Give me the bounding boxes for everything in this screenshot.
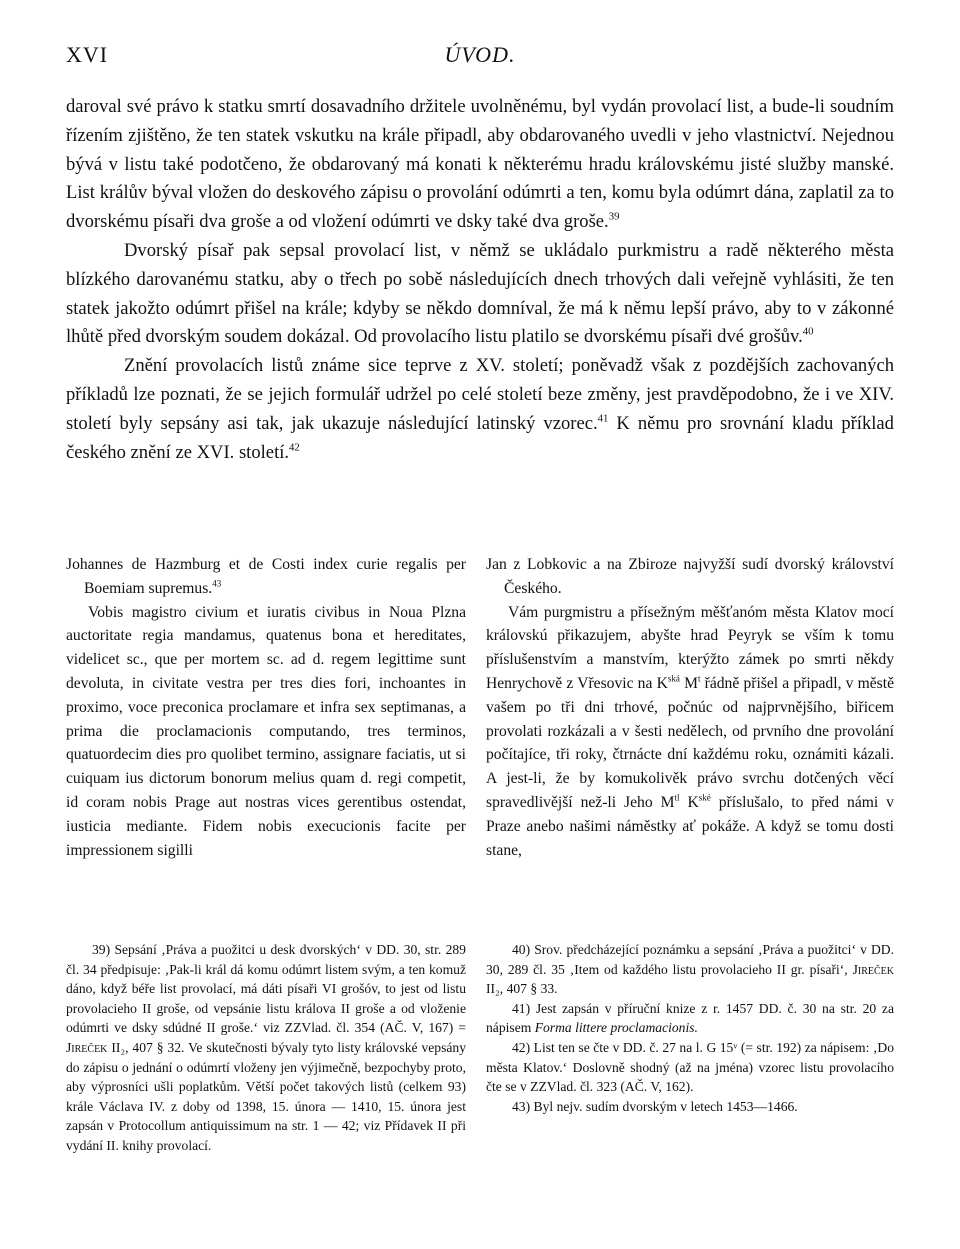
footnotes xyxy=(66,940,894,1240)
latin-text: Vobis magistro civium et iuratis civibus in Noua Plzna auctoritate regia mandamus, quatenus bona et hereditates, videlicet sc., que per mortem sc. ad d. regem legittime sunt devoluta, in civitate vestra per tres dies fori, inchoantes in proximo, voce preconica proclamare et infra sex septimanas, a prima die proclamacionis computando, tres terminos, quatuordecim dies pro quolibet termino, assignare faciatis, ut si cuiquam ius dictorum bonorum melius quam d. regi competit, id coram nobis Prage aut nostras vices gerentibus ostendat, iusticia mediante. Fidem nobis execucionis facite per impressionem sigilli xyxy=(66,603,466,859)
footnote-ref-42[interactable]: 42 xyxy=(289,441,300,454)
footnote-ref-41[interactable]: 41 xyxy=(597,412,609,425)
czech-formula xyxy=(486,553,894,862)
main-text xyxy=(66,93,894,467)
czech-text: Vám purgmistru a přísežným měšťanóm města Klatov mocí královskú přikazujem, abyšte hrad Peyryk se vším k tomu příslušenstvím a manstvím, kterýžto zámek po smrti někdy Henrychově z Vřesovic na $K^{ská}$ $M^t$ řádně přišel a připadl, v městě vašem po tři dni trhové, počnúc od najprvnějšího, biřicem provolati rozkázali a v šesti nedělech, od prvního dne provolání počítajíce, tři roky, čtrnácte dní každému roku, oznámiti kázali. A jest-li, že by komukolivěk právo svrchu dotčených věcí spravedlivější než-li Jeho $M^{tl}$ $K^{ské}$ příslušalo, to před námi v Praze anebo našimi náměstky ať pokáže. A když se tomu dosti stane, xyxy=(486,603,894,859)
footnote-ref-39[interactable]: 39 xyxy=(608,210,620,223)
footnote-ref-40[interactable]: 40 xyxy=(802,325,814,338)
footnotes-right xyxy=(486,940,894,1116)
footnote-ref-43[interactable]: 43 xyxy=(212,578,222,589)
footnotes-left xyxy=(66,940,466,1156)
running-head: ÚVOD. xyxy=(444,42,516,67)
footnote-40: 40) Srov. předcházející poznámku a sepsání ‚Práva a puožitci‘ v DD. 30, 289 čl. 35 ‚Item od každého listu provolacieho II gr. písaři‘, Jireček II₂, 407 § 33. xyxy=(486,942,894,997)
latin-formula xyxy=(66,553,466,862)
page-number: XVI xyxy=(66,42,109,67)
paragraph-3: Znění provolacích listů známe sice teprve z XV. století; poněvadž však z pozdějších zachovaných příkladů lze poznati, že se jejich formulář udržel po celé století beze změny, jest pravděpodobno, že i ve XIV. století byly sepsány asi tak, jak ukazuje následující latinský vzorec.$^{41}$ K němu pro srovnání kladu příklad českého znění ze XVI. století.$^{42}$ xyxy=(66,355,894,463)
footnote-39: 39) Sepsání ‚Práva a puožitci u desk dvorských‘ v DD. 30, str. 289 čl. 34 předpisuje: ‚Pak-li král dá komu odúmrt listem svým, a ten komuž dáno, když béře list provolací, má dáti písaři VI grošóv, to jest od listu provolacieho II groše, od vepsánie listu králova II groše a od vloženie odúmrti ve dsky sdúdné II groše.‘ viz ZZVlad. čl. 354 (AČ. V, 167) = Jireček II₂, 407 § 32. Ve skutečnosti bývaly tyto listy královské vepsány do zápisu o jednání o odúmrtí vloženy jen výjimečně, bezpochyby proto, aby výprosníci ušli poplatkům. Větší počet takových listů (celkem 93) krále Václava IV. z doby od 1398, 15. února — 1410, 15. února jest zapsán v Protocollum antiquissimum na str. 1 — 42; viz Přídavek II při vydání II. knihy provolací. xyxy=(66,942,466,1153)
paragraph-1: daroval své právo k statku smrtí dosavadního držitele uvolněnému, byl vydán provolací list, a bude-li soudním řízením zjištěno, že ten statek vskutku na krále připadl, aby obdarovaného uvedli v jeho vlastnictví. Nejednou bývá v listu také podotčeno, že obdarovaný má konati k některému hradu královskému jisté služby manské. List králův býval vložen do deskového zápisu o provolání odúmrti a ten, komu byla odúmrt dána, zaplatil za to dvorskému písaři dva groše a od vložení odúmrti ve dsky také dva groše.$^{39}$ xyxy=(66,96,894,233)
footnote-42: 42) List ten se čte v DD. č. 27 na l. G 15ᵛ (= str. 192) za nápisem: ‚Do města Klatov.‘ Doslovně shodný (až na jména) vzorec listu provolacího čte se v ZZVlad. čl. 323 (AČ. V, 162). xyxy=(486,1039,894,1095)
latin-heading: Johannes de Hazmburg et de Costi index curie regalis per Boemiam supremus.$^{43}$ xyxy=(66,556,466,597)
footnote-41: 41) Jest zapsán v příruční knize z r. 1457 DD. č. 30 na str. 20 za nápisem Forma littere proclamacionis. xyxy=(486,1000,894,1036)
footnote-43: 43) Byl nejv. sudím dvorským v letech 1453—1466. xyxy=(512,1098,798,1114)
czech-heading: Jan z Lobkovic a na Zbiroze najvyžší sudí dvorský království Českého. xyxy=(486,556,894,597)
paragraph-2: Dvorský písař pak sepsal provolací list, v němž se ukládalo purkmistru a radě některého města blízkého darovanému statku, aby o třech po sobě následujících dnech trhových dali veřejně vyhlásiti, že ten statek jakožto odúmrt přišel na krále; kdyby se někdo domníval, že má k němu lepší právo, aby to v zákonné lhůtě před dvorským soudem dokázal. Od provolacího listu platilo se dvorskému písaři dvé grošův.$^{40}$ xyxy=(66,239,894,348)
page-header xyxy=(66,42,894,72)
parallel-texts xyxy=(66,553,894,923)
